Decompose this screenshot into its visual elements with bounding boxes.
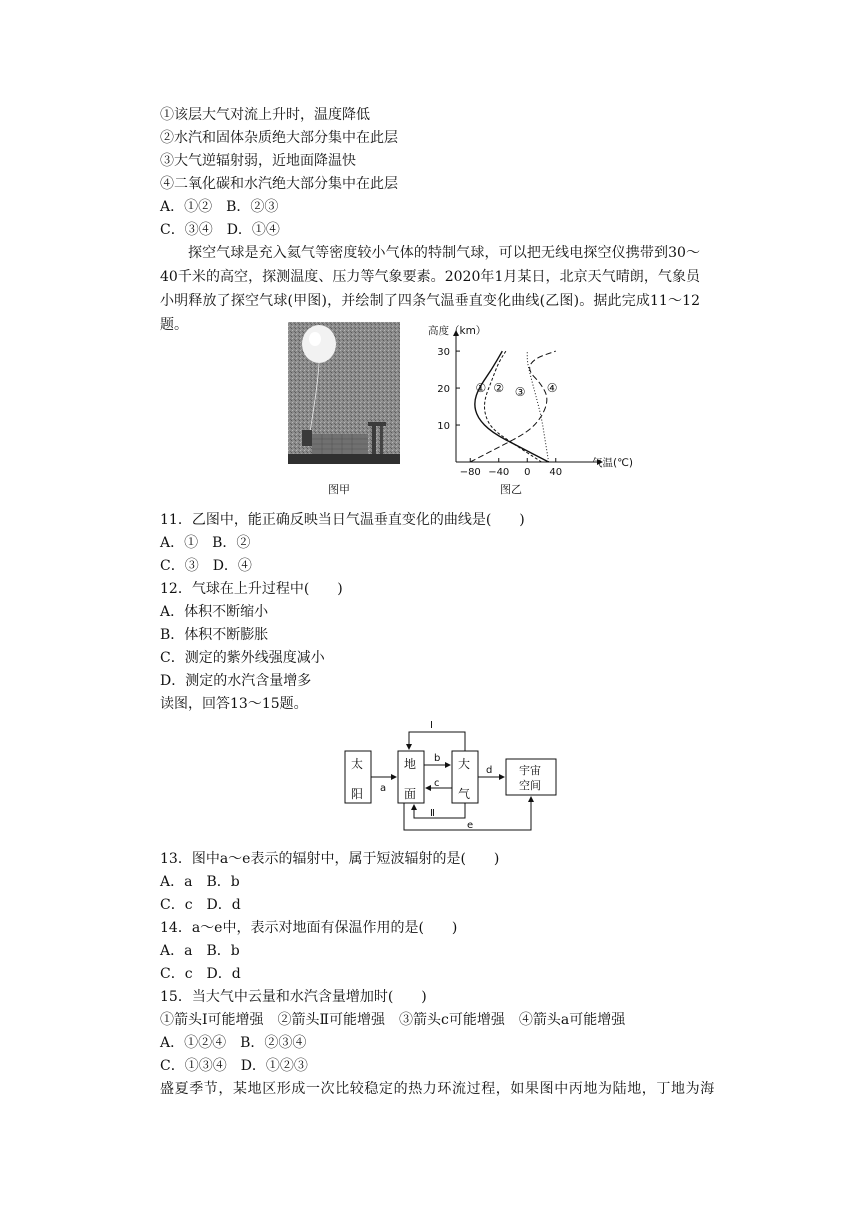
q15-answer-row-2: C．①③④ D．①②③ — [160, 1058, 308, 1074]
option-line-4: ④二氧化碳和水汽绝大部分集中在此层 — [160, 176, 398, 192]
arrow-b-label: b — [434, 753, 441, 764]
figure-b-caption: 图乙 — [500, 483, 522, 496]
q12-stem: 12．气球在上升过程中( ) — [160, 581, 343, 597]
x-tick-label: −80 — [459, 467, 481, 478]
y-tick-label: 10 — [437, 421, 450, 433]
x-axis-label: 气温(℃) — [592, 457, 633, 469]
q12-option-a: A．体积不断缩小 — [160, 604, 269, 620]
balloon-intro-paragraph: 探空气球是充入氦气等密度较小气体的特制气球，可以把无线电探空仪携带到30～40千米的高空，探测温度、压力等气象要素。2020年1月某日，北京天气晴朗，气象员小明释放了探空气球(甲图)，并绘制了四条气温垂直变化曲线(乙图)。据此完成11～12题。 — [160, 245, 700, 333]
arrow-c-label: c — [434, 778, 440, 789]
x-tick-label: 0 — [524, 467, 531, 478]
arrow-I — [409, 732, 465, 751]
curve-1 — [475, 351, 549, 462]
q11-answer-row-2: C．③ D．④ — [160, 558, 252, 574]
balloon-photo — [288, 322, 400, 464]
curve-label-3: ③ — [514, 384, 526, 399]
arrow-II — [414, 803, 465, 818]
q13-stem: 13．图中a～e表示的辐射中，属于短波辐射的是( ) — [160, 851, 500, 867]
q15-stem: 15．当大气中云量和水汽含量增加时( ) — [160, 989, 427, 1005]
curve-label-2: ② — [493, 381, 505, 396]
q14-answer-row-1: A．a B．b — [160, 943, 240, 959]
ground-label-2: 面 — [404, 787, 417, 801]
sun-label-1: 太 — [351, 757, 364, 771]
curve-3 — [470, 351, 556, 462]
y-tick-label: 30 — [437, 347, 450, 359]
y-tick-label: 20 — [437, 384, 450, 396]
figure-a — [288, 322, 400, 464]
ground-label-1: 地 — [404, 757, 417, 771]
option-line-2: ②水汽和固体杂质绝大部分集中在此层 — [160, 130, 398, 146]
y-axis-label: 高度（km） — [428, 325, 487, 337]
arrow-II-label: Ⅱ — [430, 808, 435, 819]
q15-statements: ①箭头Ⅰ可能增强 ②箭头Ⅱ可能增强 ③箭头c可能增强 ④箭头a可能增强 — [160, 1012, 626, 1028]
q15-answer-row-1: A．①②④ B．②③④ — [160, 1035, 307, 1051]
q12-option-b: B．体积不断膨胀 — [160, 627, 269, 643]
q10-answer-row-1: A．①② B．②③ — [160, 199, 279, 215]
x-tick-label: −40 — [488, 467, 510, 478]
q11-stem: 11．乙图中，能正确反映当日气温垂直变化的曲线是( ) — [160, 512, 525, 528]
space-label-1: 宇宙 — [519, 764, 541, 777]
arrow-I-label: Ⅰ — [430, 720, 433, 731]
q11-answer-row-1: A．① B．② — [160, 535, 251, 551]
atmosphere-label-2: 气 — [458, 787, 471, 801]
read-prompt: 读图，回答13～15题。 — [160, 696, 308, 712]
arrow-a-label: a — [380, 783, 387, 794]
x-tick-label: 40 — [549, 467, 563, 478]
sun-label-2: 阳 — [351, 787, 364, 801]
q12-option-c: C．测定的紫外线强度减小 — [160, 650, 325, 666]
temperature-profile-chart — [420, 322, 633, 478]
option-line-1: ①该层大气对流上升时，温度降低 — [160, 107, 370, 123]
q13-answer-row-2: C．c D．d — [160, 897, 241, 913]
curve-label-1: ① — [475, 381, 487, 396]
figure-a-caption: 图甲 — [328, 483, 350, 496]
curve-label-4: ④ — [546, 381, 558, 396]
atmosphere-label-1: 大 — [458, 757, 471, 771]
q14-answer-row-2: C．c D．d — [160, 966, 241, 982]
q12-option-d: D．测定的水汽含量增多 — [160, 673, 312, 689]
radiation-diagram — [330, 716, 570, 836]
q14-stem: 14．a～e中，表示对地面有保温作用的是( ) — [160, 920, 458, 936]
space-label-2: 空间 — [519, 779, 541, 792]
arrow-d-label: d — [486, 765, 493, 776]
q10-answer-row-2: C．③④ D．①④ — [160, 222, 280, 238]
q13-answer-row-1: A．a B．b — [160, 874, 240, 890]
option-line-3: ③大气逆辐射弱，近地面降温快 — [160, 153, 356, 169]
arrow-e-label: e — [467, 820, 474, 831]
thermal-circulation-paragraph: 盛夏季节，某地区形成一次比较稳定的热力环流过程，如果图中丙地为陆地，丁地为海 — [160, 1081, 715, 1097]
